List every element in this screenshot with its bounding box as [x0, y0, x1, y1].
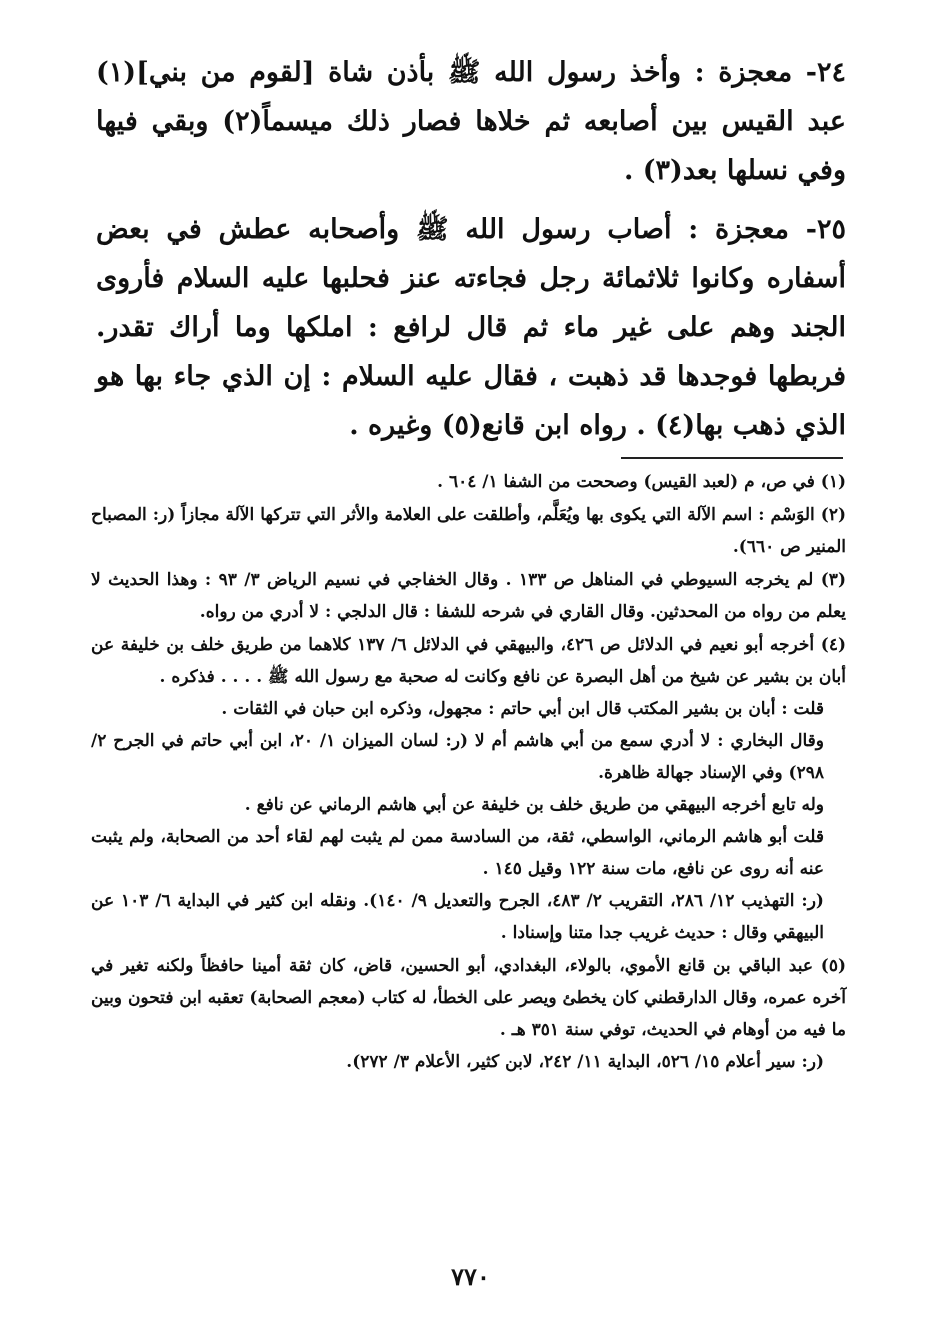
footnotes [91, 466, 846, 1079]
miracle-item-24 [96, 48, 846, 195]
footnote-3 [91, 564, 846, 628]
item-text: أصاب رسول الله ﷺ وأصحابه عطش في بعض أسفاره وكانوا ثلاثمائة رجل فجاءته عنز فحلبها عليه السلام فأروى الجند وهم على غير ماء ثم قال لرافع : املكها وما أراك تقدر. فربطها فوجدها قد ذهبت ، فقال عليه السلام : إن الذي جاء بها هو الذي ذهب بها(٤) . رواه ابن قانع(٥) وغيره . [96, 214, 846, 441]
item-number: ٢٥- معجزة : [688, 214, 846, 245]
footnote-1 [91, 466, 846, 498]
footnote-paragraph: وله تابع أخرجه البيهقي من طريق خلف بن خليفة عن أبي هاشم الرماني عن نافع . [244, 795, 824, 815]
miracle-item-25 [96, 205, 846, 450]
footnote-paragraph: (ر: سير أعلام ١٥/ ٥٢٦، البداية ١١/ ٢٤٢، لابن كثير، الأعلام ٣/ ٢٧٢). [346, 1052, 824, 1072]
footnote-paragraph: قلت : أبان بن بشير المكتب قال ابن أبي حاتم : مجهول، وذكره ابن حبان في الثقات . [221, 699, 824, 719]
footnote-paragraph: (٢) الوَسْم : اسم الآلة التي يكوى بها ويُعَلَّم، وأطلقت على العلامة والأثر التي تتركها الآلة مجازاً (ر: المصباح المنير ص ٦٦٠). [91, 505, 846, 557]
footnote-paragraph: (ر: التهذيب ١٢/ ٢٨٦، التقريب ٢/ ٤٨٣، الجرح والتعديل ٩/ ١٤٠). ونقله ابن كثير في البداية ٦/ ١٠٣ عن البيهقي وقال : حديث غريب جدا متنا وإسنادا . [91, 891, 824, 943]
page-number: ٧٧٠ [451, 1262, 490, 1291]
footnote-paragraph: (٤) أخرجه أبو نعيم في الدلائل ص ٤٢٦، والبيهقي في الدلائل ٦/ ١٣٧ كلاهما من طريق خلف بن خليفة عن أبان بن بشير عن شيخ من أهل البصرة عن نافع وكانت له صحبة مع رسول الله ﷺ . . . . فذكره . [91, 635, 846, 687]
footnote-paragraph: (٥) عبد الباقي بن قانع الأموي، بالولاء، البغدادي، أبو الحسين، قاض، كان ثقة أمينا حافظاً ولكنه تغير في آخره عمره، وقال الدارقطني كان يخطئ ويصر على الخطأ، له كتاب (معجم الصحابة) تعقبه ابن فتحون وبين ما فيه من أوهام في الحديث، توفي سنة ٣٥١ هـ . [91, 956, 846, 1040]
footnote-paragraph: وقال البخاري : لا أدري سمع من أبي هاشم أم لا (ر: لسان الميزان ١/ ٢٠، ابن أبي حاتم في الجرح ٢/ ٢٩٨) وفي الإسناد جهالة ظاهرة. [91, 731, 824, 783]
footnote-5 [91, 950, 846, 1078]
footnote-paragraph: (٣) لم يخرجه السيوطي في المناهل ص ١٣٣ . وقال الخفاجي في نسيم الرياض ٣/ ٩٣ : وهذا الحديث لا يعلم من رواه من المحدثين. وقال القاري في شرحه للشفا : قال الدلجي : لا أدري من رواه. [91, 570, 846, 622]
item-text: وأخذ رسول الله ﷺ بأذن شاة [لقوم من بني](١) عبد القيس بين أصابعه ثم خلاها فصار ذلك ميسماً(٢) وبقي فيها وفي نسلها بعد(٣) . [96, 57, 846, 186]
footnote-4 [91, 629, 846, 949]
item-number: ٢٤- معجزة : [694, 57, 847, 88]
footnote-2 [91, 499, 846, 563]
footnote-paragraph: قلت أبو هاشم الرماني، الواسطي، ثقة، من السادسة ممن لم يثبت لهم لقاء أحد من الصحابة، ولم يثبت عنه أنه روى عن نافع، مات سنة ١٢٢ وقيل ١٤٥ . [91, 827, 824, 879]
footnote-paragraph: (١) في ص، م (لعبد القيس) وصححت من الشفا ١/ ٦٠٤ . [437, 472, 846, 492]
main-text [96, 48, 846, 460]
footnote-divider [621, 457, 843, 459]
